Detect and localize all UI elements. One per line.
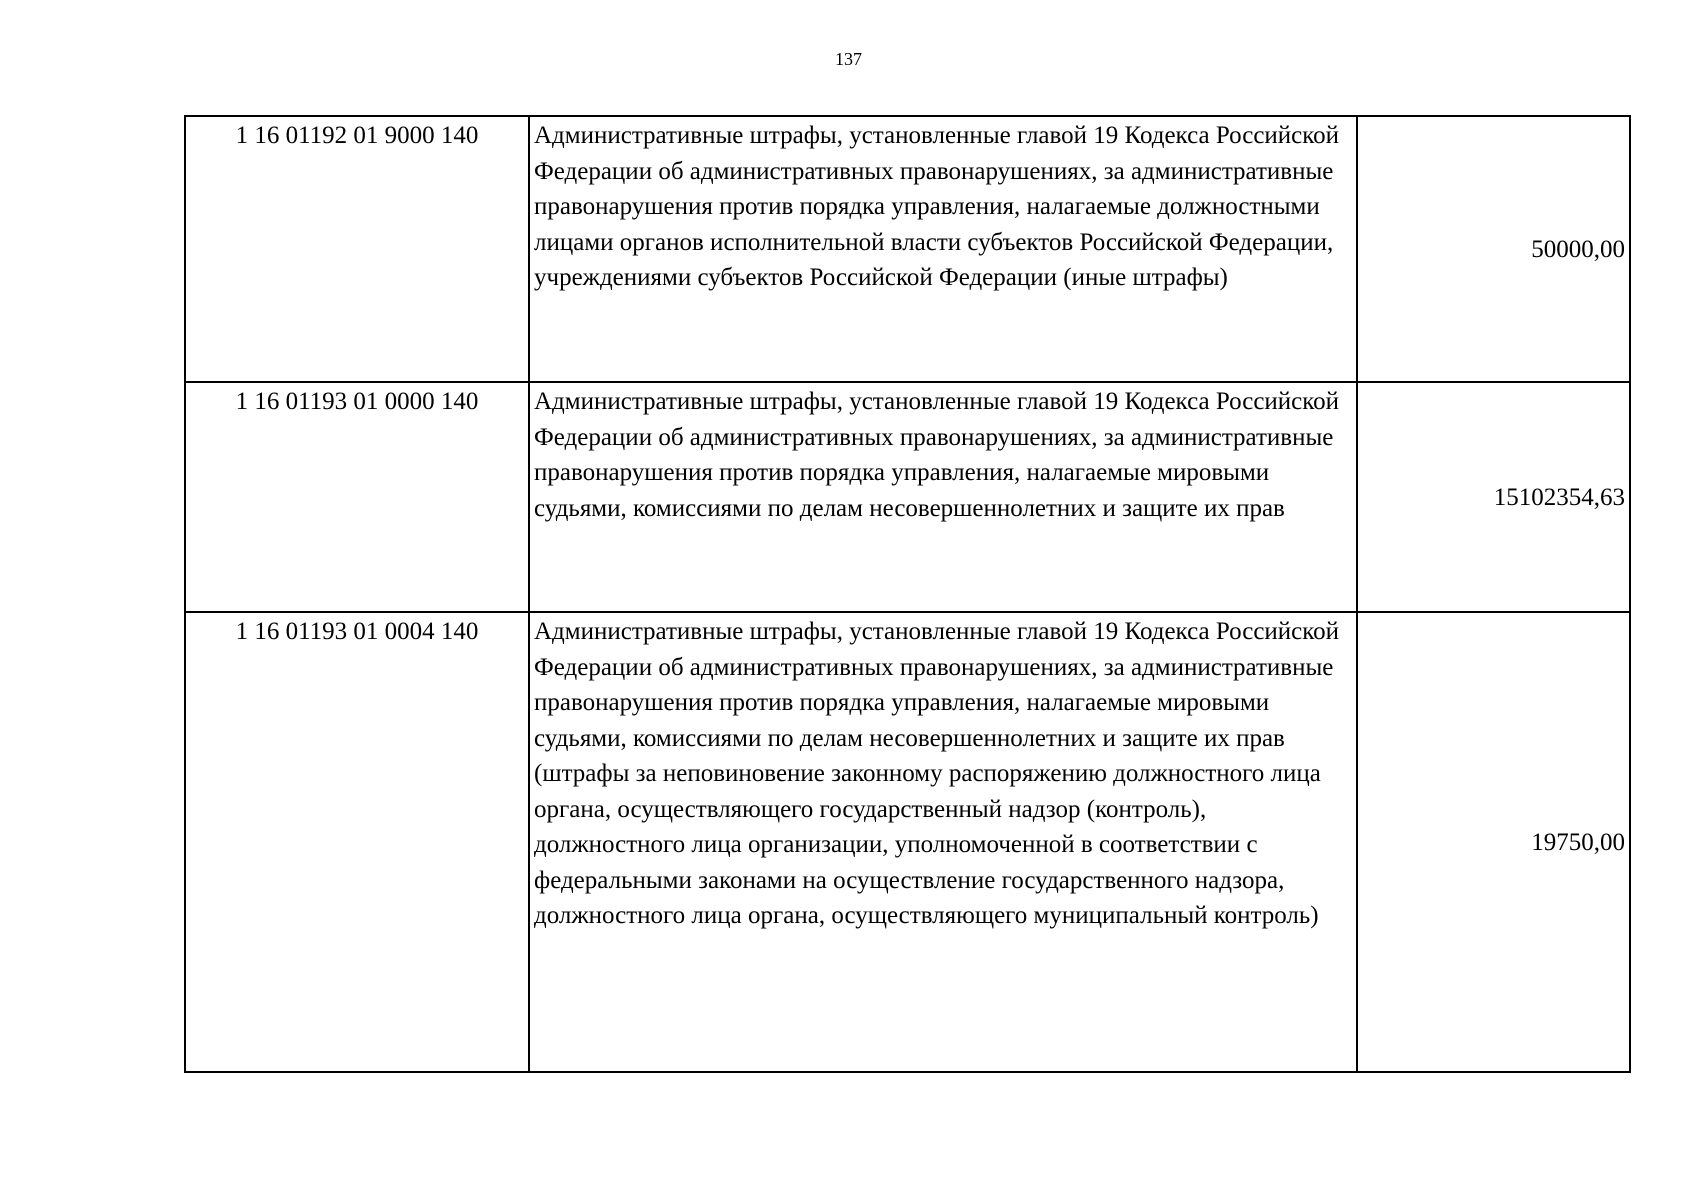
revenue-name-cell: Административные штрафы, установленные главой 19 Кодекса Российской Федерации об административных правонарушениях, за административные правонарушения против порядка управления, налагаемые мировыми судьями, комиссиями по делам несовершеннолетних и защите их прав (штрафы за неповиновение законному распоряжению должностного лица органа, осуществляющего государственный надзор (контроль), должностного лица организации, уполномоченной в соответствии с федеральными законами на осуществление государственного надзора, должностного лица органа, осуществляющего муниципальный контроль)	[529, 612, 1357, 1072]
table-row	[185, 382, 1630, 612]
revenue-name-cell: Административные штрафы, установленные главой 19 Кодекса Российской Федерации об административных правонарушениях, за административные правонарушения против порядка управления, налагаемые должностными лицами органов исполнительной власти субъектов Российской Федерации, учреждениями субъектов Российской Федерации (иные штрафы)	[529, 116, 1357, 382]
budget-code-cell: 1 16 01192 01 9000 140	[185, 116, 529, 382]
amount-cell: 15102354,63	[1357, 382, 1630, 612]
budget-code-cell: 1 16 01193 01 0004 140	[185, 612, 529, 1072]
budget-code-cell: 1 16 01193 01 0000 140	[185, 382, 529, 612]
table-row	[185, 116, 1630, 382]
budget-table	[184, 115, 1631, 1073]
amount-cell: 50000,00	[1357, 116, 1630, 382]
table-row	[185, 612, 1630, 1072]
amount-cell: 19750,00	[1357, 612, 1630, 1072]
page-number: 137	[835, 49, 862, 69]
revenue-name-cell: Административные штрафы, установленные главой 19 Кодекса Российской Федерации об административных правонарушениях, за административные правонарушения против порядка управления, налагаемые мировыми судьями, комиссиями по делам несовершеннолетних и защите их прав	[529, 382, 1357, 612]
